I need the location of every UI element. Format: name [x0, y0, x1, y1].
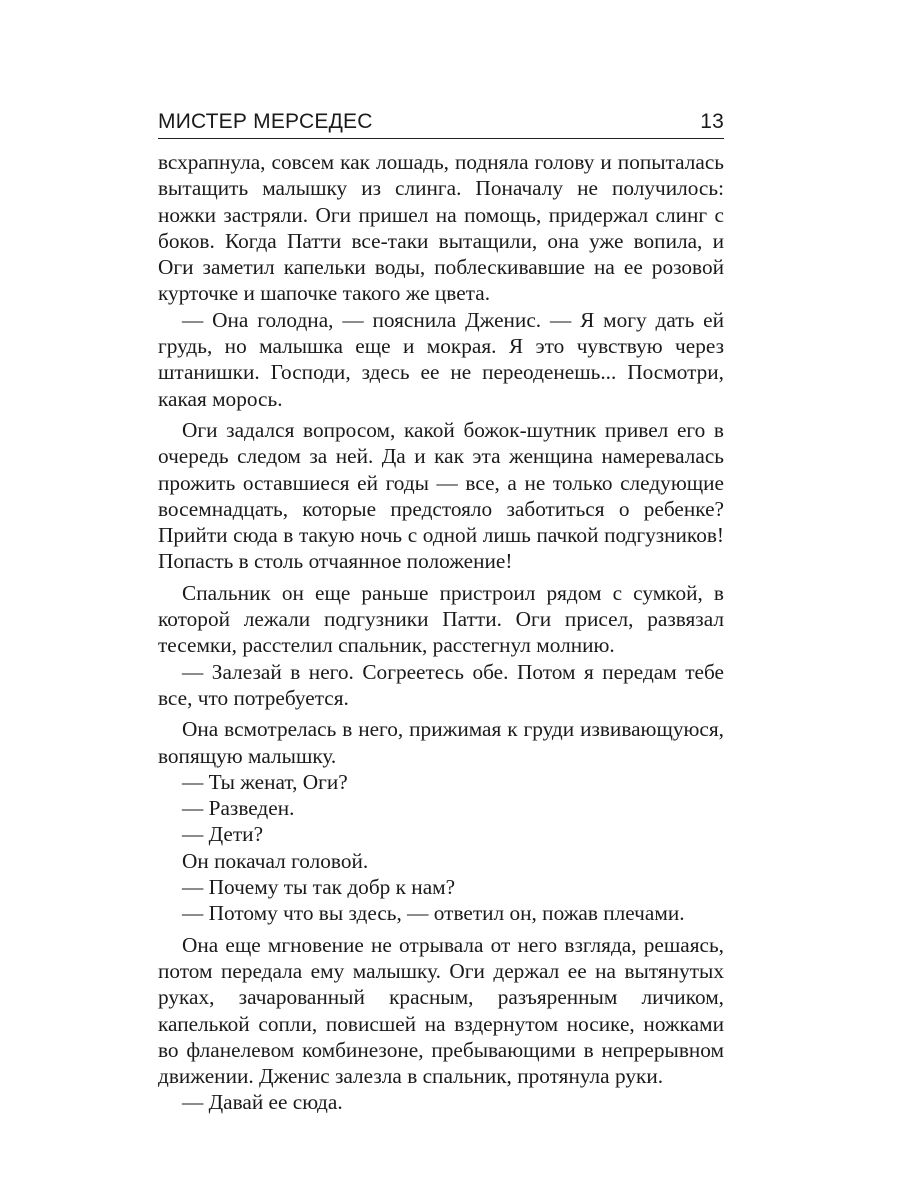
paragraph: — Залезай в него. Согреетесь обе. Потом я передам тебе все, что потребуется.	[158, 659, 724, 710]
paragraph: всхрапнула, совсем как лошадь, подняла голову и попыталась вытащить малышку из слинга. Поначалу не получилось: ножки застряли. Оги пришел на помощь, придержал слинг с боков. Когда Патти все-таки вытащили, она уже вопила, и Оги заметил капельки воды, поблескивавшие на ее розовой курточке и шапочке такого же цвета.	[158, 150, 724, 306]
running-head	[158, 104, 724, 139]
paragraph: — Ты женат, Оги?	[182, 769, 348, 794]
paragraph: Она еще мгновение не отрывала от него взгляда, решаясь, потом передала ему малышку. Оги держал ее на вытянутых руках, зачарованный красным, разъяренным личиком, капелькой сопли, повисшей на вздернутом носике, ножками во фланелевом комбинезоне, пребывающими в непрерывном движении. Дженис залезла в спальник, протянула руки.	[158, 932, 724, 1089]
paragraph: — Почему ты так добр к нам?	[182, 875, 456, 900]
paragraph: — Она голодна, — пояснила Дженис. — Я могу дать ей грудь, но малышка еще и мокрая. Я это чувствую через штанишки. Господи, здесь ее не переоденешь... Посмотри, какая морось.	[158, 307, 724, 411]
paragraph: Она всмотрелась в него, прижимая к груди извивающуюся, вопящую малышку.	[158, 717, 724, 768]
page-number: 13	[700, 110, 724, 133]
paragraph: — Разведен.	[182, 796, 295, 821]
paragraph: — Дети?	[182, 822, 264, 847]
paragraph: Оги задался вопросом, какой божок-шутник привел его в очередь следом за ней. Да и как эта женщина намеревалась прожить оставшиеся ей годы — все, а не только следующие восемнадцать, которые предстояло заботиться о ребенке? Прийти сюда в такую ночь с одной лишь пачкой подгузников! Попасть в столь отчаянное положение!	[158, 417, 724, 574]
body-text	[158, 149, 724, 1116]
book-page	[158, 104, 724, 1116]
paragraph: Спальник он еще раньше пристроил рядом с сумкой, в которой лежали подгузники Патти. Оги присел, развязал тесемки, расстелил спальник, расстегнул молнию.	[158, 580, 724, 658]
paragraph: — Потому что вы здесь, — ответил он, пожав плечами.	[182, 901, 685, 926]
paragraph: — Давай ее сюда.	[182, 1090, 343, 1115]
paragraph: Он покачал головой.	[182, 848, 369, 873]
book-title: МИСТЕР МЕРСЕДЕС	[158, 110, 373, 133]
